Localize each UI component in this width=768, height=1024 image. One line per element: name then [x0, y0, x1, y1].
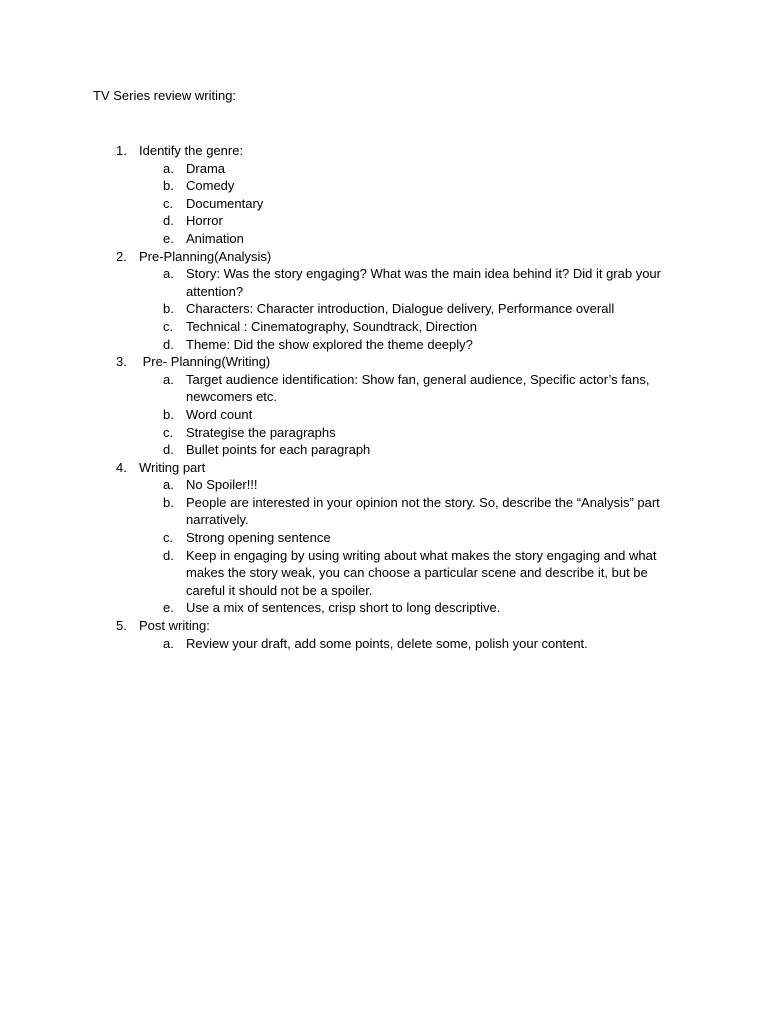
list-item-3	[0, 353, 768, 371]
sub-item-letter: b.	[163, 494, 174, 510]
sub-item-text: Use a mix of sentences, crisp short to long descriptive.	[186, 600, 501, 616]
list-item-1	[0, 142, 768, 160]
sub-item-text: Documentary	[186, 195, 264, 211]
sub-item-letter: d.	[163, 547, 174, 563]
item-text: Pre- Planning(Writing)	[139, 354, 271, 370]
list-item-2	[0, 248, 768, 266]
item-number: 4.	[116, 459, 127, 475]
sub-item-text: People are interested in your opinion not the story. So, describe the “Analysis” part narratively.	[186, 494, 660, 528]
sub-item-1d	[0, 212, 768, 230]
sub-item-letter: d.	[163, 336, 174, 352]
sub-item-1b	[0, 177, 768, 195]
sub-item-text: Comedy	[186, 178, 235, 194]
sub-item-letter: c.	[163, 424, 174, 440]
sub-item-text: Strategise the paragraphs	[186, 424, 336, 440]
sub-item-text: Theme: Did the show explored the theme deeply?	[186, 336, 473, 352]
sub-item-letter: e.	[163, 230, 174, 246]
sub-item-letter: c.	[163, 530, 174, 546]
sub-item-letter: a.	[163, 635, 174, 651]
sub-item-4d	[0, 547, 768, 600]
item-text: Writing part	[139, 459, 206, 475]
sub-item-letter: d.	[163, 213, 174, 229]
sub-item-letter: c.	[163, 195, 174, 211]
sub-item-4e	[0, 599, 768, 617]
item-number: 5.	[116, 618, 127, 634]
sub-item-letter: a.	[163, 266, 174, 282]
sub-item-letter: a.	[163, 160, 174, 176]
sub-item-3b	[0, 406, 768, 424]
sub-item-4c	[0, 529, 768, 547]
sub-item-letter: a.	[163, 477, 174, 493]
sub-item-3c	[0, 424, 768, 442]
sub-item-letter: d.	[163, 442, 174, 458]
document-title: TV Series review writing:	[93, 88, 237, 103]
item-text: Pre-Planning(Analysis)	[139, 248, 272, 264]
sub-item-3a	[0, 371, 768, 406]
item-number: 3.	[116, 354, 127, 370]
sub-item-2b	[0, 300, 768, 318]
sub-item-text: Characters: Character introduction, Dialogue delivery, Performance overall	[186, 301, 615, 317]
item-text: Post writing:	[139, 618, 210, 634]
item-number: 2.	[116, 248, 127, 264]
sub-item-3d	[0, 441, 768, 459]
sub-item-text: Drama	[186, 160, 226, 176]
sub-item-letter: c.	[163, 318, 174, 334]
sub-item-text: Story: Was the story engaging? What was the main idea behind it? Did it grab your attention?	[186, 266, 661, 299]
sub-item-letter: b.	[163, 406, 174, 422]
sub-item-1a	[0, 160, 768, 178]
sub-item-text: Strong opening sentence	[186, 530, 331, 546]
sub-item-2c	[0, 318, 768, 336]
list-item-5	[0, 617, 768, 635]
list-item-4	[0, 459, 768, 477]
sub-item-text: No Spoiler!!!	[186, 477, 258, 493]
sub-item-2a	[0, 265, 768, 300]
sub-item-1e	[0, 230, 768, 248]
sub-item-5a	[0, 635, 768, 653]
sub-item-2d	[0, 336, 768, 354]
sub-item-4b	[0, 494, 768, 529]
sub-item-text: Review your draft, add some points, delete some, polish your content.	[186, 635, 588, 651]
item-number: 1.	[116, 143, 127, 158]
sub-item-text: Bullet points for each paragraph	[186, 442, 371, 458]
sub-item-text: Technical : Cinematography, Soundtrack, Direction	[186, 318, 477, 334]
sub-item-text: Word count	[186, 406, 253, 422]
sub-item-text: Keep in engaging by using writing about what makes the story engaging and what makes the story weak, you can choose a particular scene and describe it, but be careful it should not be a spoiler.	[186, 547, 657, 598]
sub-item-text: Horror	[186, 213, 223, 229]
item-text: Identify the genre:	[139, 143, 244, 158]
sub-item-4a	[0, 476, 768, 494]
sub-item-letter: e.	[163, 600, 174, 616]
sub-item-letter: b.	[163, 178, 174, 194]
sub-item-text: Animation	[186, 230, 244, 246]
sub-item-letter: b.	[163, 301, 174, 317]
sub-item-text: Target audience identification: Show fan, general audience, Specific actor’s fans, newcomers etc.	[186, 371, 650, 405]
outline-list	[0, 142, 768, 652]
sub-item-1c	[0, 195, 768, 213]
sub-item-letter: a.	[163, 371, 174, 387]
